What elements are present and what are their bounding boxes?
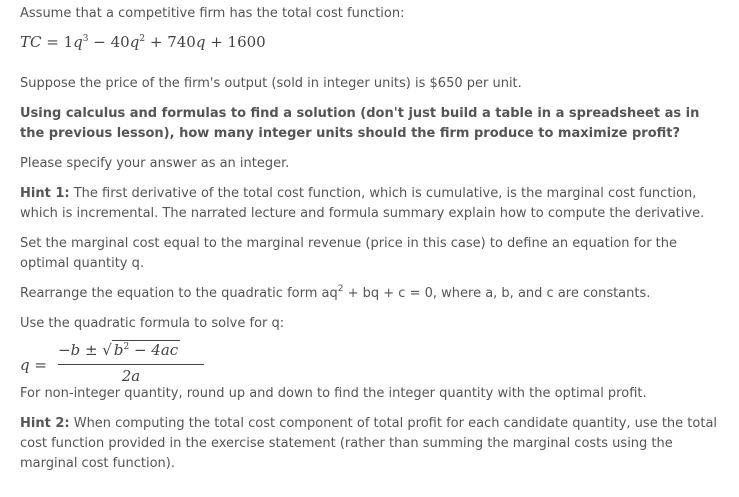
intro-text: Assume that a competitive firm has the total cost function:	[20, 6, 405, 21]
tc-term2: − 40	[93, 33, 130, 51]
tc-var2: q	[129, 33, 140, 51]
hint-2-label: Hint 2:	[20, 416, 70, 431]
tc-term4: + 1600	[210, 33, 266, 51]
tc-term3: + 740	[149, 33, 196, 51]
quad-denominator: 2a	[121, 367, 141, 385]
quad-rest: − 4ac	[129, 341, 179, 359]
set-mc-text: Set the marginal cost equal to the marginal revenue (price in this case) to define an equation for the optimal quantity q.	[20, 236, 678, 271]
tc-var1: q	[73, 33, 83, 51]
tc-coef1: 1	[63, 33, 74, 51]
tc-exp2: 2	[139, 34, 146, 44]
quad-radicand	[112, 340, 180, 359]
hint-1	[20, 184, 725, 224]
quad-numerator	[58, 340, 204, 362]
total-cost-equation	[20, 33, 266, 51]
quadratic-formula	[20, 340, 220, 388]
rearrange-text	[20, 284, 650, 304]
answer-format-text: Please specify your answer as an integer.	[20, 156, 290, 171]
tc-var3: q	[195, 33, 206, 51]
rearrange-after: + bq + c = 0, where a, b, and c are constants.	[343, 286, 651, 301]
hint-2	[20, 414, 725, 474]
quad-b: b	[113, 341, 124, 359]
use-quadratic-text: Use the quadratic formula to solve for q:	[20, 316, 285, 331]
rearrange-exp: 2	[337, 284, 344, 294]
quad-fraction	[58, 340, 204, 387]
price-text: Suppose the price of the firm's output (sold in integer units) is $650 per unit.	[20, 76, 522, 91]
question-text: Using calculus and formulas to find a solution (don't just build a table in a spreadsheet as in the previous lesson), how many integer units should the firm produce to maximize profit?	[20, 106, 700, 141]
hint-1-label: Hint 1:	[20, 186, 70, 201]
hint-1-text: The first derivative of the total cost function, which is cumulative, is the marginal cost function, which is incremental. The narrated lecture and formula summary explain how to compute the derivative.	[20, 186, 705, 221]
tc-exp1: 3	[82, 34, 89, 44]
tc-lhs: TC	[20, 33, 42, 51]
tc-equals: =	[46, 33, 59, 51]
quad-num-prefix: −b ±	[58, 341, 103, 359]
quad-radical: √	[102, 341, 112, 359]
non-integer-text: For non-integer quantity, round up and down to find the integer quantity with the optimal profit.	[20, 386, 647, 401]
rearrange-before: Rearrange the equation to the quadratic form aq	[20, 286, 338, 301]
quad-lhs: q =	[20, 356, 47, 374]
hint-2-text: When computing the total cost component of total profit for each candidate quantity, use the total cost function provided in the exercise statement (rather than summing the marginal costs using the marginal cost function).	[20, 416, 718, 471]
quad-b-exp: 2	[123, 342, 130, 352]
